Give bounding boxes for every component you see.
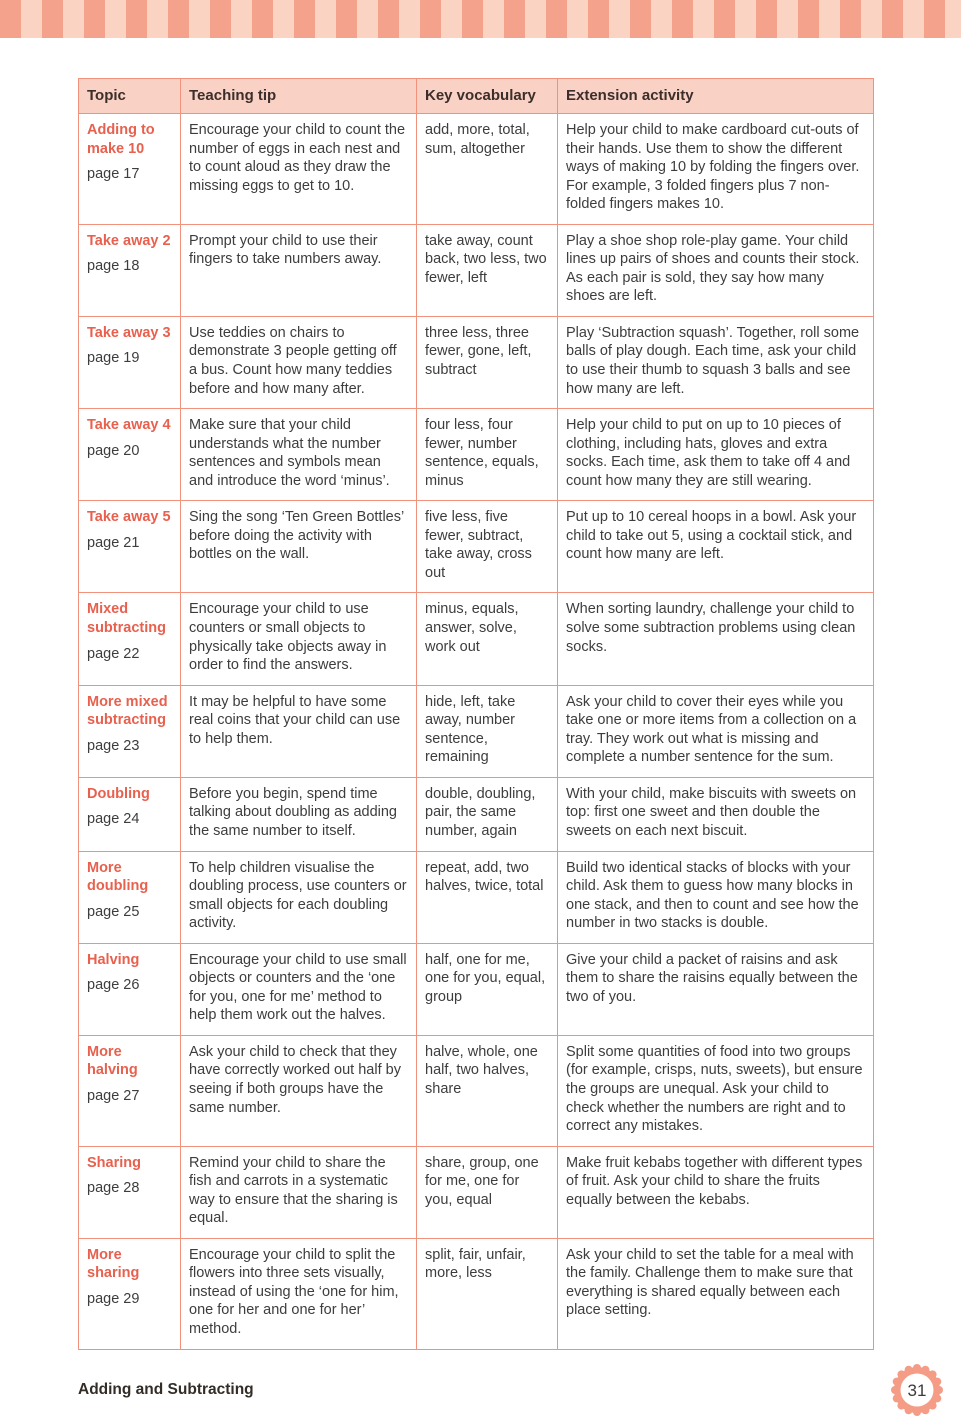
key-vocabulary-cell: take away, count back, two less, two fewer, left [417, 224, 558, 316]
topic-name: More doubling [87, 859, 149, 895]
topic-name: Adding to make 10 [87, 122, 155, 157]
topic-name: More halving [87, 1043, 138, 1079]
key-vocabulary-cell: three less, three fewer, gone, left, subtract [417, 316, 558, 408]
table-row [79, 114, 874, 225]
extension-activity-cell: Make fruit kebabs together with different types of fruit. Ask your child to share the fruits equally between the kebabs. [558, 1146, 874, 1238]
teaching-tip-cell: Ask your child to check that they have correctly worked out half by seeing if both groups have the same number. [181, 1035, 417, 1146]
topic-name: More mixed subtracting [87, 693, 168, 729]
column-header-key-vocabulary: Key vocabulary [417, 79, 558, 114]
extension-activity-cell: Split some quantities of food into two groups (for example, crisps, nuts, sweets), but ensure the groups are unequal. Ask your child to check whether the numbers are right and to correct any mistakes. [558, 1035, 874, 1146]
topic-cell [79, 1035, 181, 1146]
teaching-tip-cell: Encourage your child to split the flowers into three sets visually, instead of using the ‘one for him, one for her and one for her’ method. [181, 1238, 417, 1349]
topic-name: More sharing [87, 1246, 140, 1282]
table-body [79, 114, 874, 1350]
teaching-tip-cell: Remind your child to share the fish and carrots in a systematic way to ensure that the sharing is equal. [181, 1146, 417, 1238]
key-vocabulary-cell: hide, left, take away, number sentence, remaining [417, 685, 558, 777]
table-row [79, 1146, 874, 1238]
table-row [79, 685, 874, 777]
key-vocabulary-cell: halve, whole, one half, two halves, share [417, 1035, 558, 1146]
topic-name: Take away 4 [87, 417, 171, 434]
extension-activity-cell: Put up to 10 cereal hoops in a bowl. Ask your child to take out 5, using a cocktail stick, and count how many are left. [558, 501, 874, 593]
footer [0, 1362, 961, 1418]
teaching-tip-cell: Before you begin, spend time talking about doubling as adding the same number to itself. [181, 777, 417, 851]
topic-cell [79, 685, 181, 777]
extension-activity-cell: Ask your child to cover their eyes while you take one or more items from a collection on a tray. They work out what is missing and complete a number sentence for the sum. [558, 685, 874, 777]
topic-page-reference: page 27 [87, 1087, 140, 1104]
topic-cell [79, 1146, 181, 1238]
teaching-tip-cell: Sing the song ‘Ten Green Bottles’ before doing the activity with bottles on the wall. [181, 501, 417, 593]
table-header-row [79, 79, 874, 114]
key-vocabulary-cell: repeat, add, two halves, twice, total [417, 851, 558, 943]
topic-name: Doubling [87, 785, 150, 802]
topic-page-reference: page 21 [87, 534, 140, 551]
extension-activity-cell: Play a shoe shop role-play game. Your child lines up pairs of shoes and counts their stock. As each pair is sold, they say how many shoes are left. [558, 224, 874, 316]
table-row [79, 316, 874, 408]
table-row [79, 593, 874, 685]
section-title: Adding and Subtracting [78, 1380, 254, 1398]
topic-page-reference: page 19 [87, 350, 140, 367]
topic-page-reference: page 20 [87, 442, 140, 459]
topic-cell [79, 1238, 181, 1349]
page-number: 31 [907, 1380, 927, 1400]
teaching-tip-cell: It may be helpful to have some real coins that your child can use to help them. [181, 685, 417, 777]
extension-activity-cell: When sorting laundry, challenge your child to solve some subtraction problems using clean socks. [558, 593, 874, 685]
extension-activity-cell: Help your child to put on up to 10 pieces of clothing, including hats, gloves and extra socks. Each time, ask them to take off 4 and count how many they are still wearing. [558, 409, 874, 501]
topic-page-reference: page 24 [87, 811, 140, 828]
topic-page-reference: page 29 [87, 1290, 140, 1307]
extension-activity-cell: Play ‘Subtraction squash’. Together, roll some balls of play dough. Each time, ask your child to use their thumb to squash 3 balls and see how many are left. [558, 316, 874, 408]
key-vocabulary-cell: four less, four fewer, number sentence, equals, minus [417, 409, 558, 501]
topic-name: Halving [87, 951, 140, 968]
topic-page-reference: page 23 [87, 737, 140, 754]
topics-table [78, 78, 874, 1350]
teaching-tip-cell: Use teddies on chairs to demonstrate 3 people getting off a bus. Count how many teddies before and how many after. [181, 316, 417, 408]
column-header-teaching-tip: Teaching tip [181, 79, 417, 114]
topic-cell [79, 501, 181, 593]
extension-activity-cell: Help your child to make cardboard cut-outs of their hands. Use them to show the different ways of making 10 by folding the fingers over. For example, 3 folded fingers plus 7 non-folded fingers makes 10. [558, 114, 874, 225]
extension-activity-cell: Build two identical stacks of blocks with your child. Ask them to guess how many blocks in one stack, and then to count and see how the number in two stacks is double. [558, 851, 874, 943]
key-vocabulary-cell: double, doubling, pair, the same number, again [417, 777, 558, 851]
table-row [79, 1238, 874, 1349]
table-row [79, 224, 874, 316]
teaching-tip-cell: To help children visualise the doubling process, use counters or small objects for each doubling activity. [181, 851, 417, 943]
column-header-extension-activity: Extension activity [558, 79, 874, 114]
page-content [0, 38, 961, 1350]
topic-page-reference: page 25 [87, 903, 140, 920]
page-number-badge [889, 1362, 945, 1418]
table-row [79, 501, 874, 593]
table-row [79, 851, 874, 943]
key-vocabulary-cell: five less, five fewer, subtract, take away, cross out [417, 501, 558, 593]
extension-activity-cell: Give your child a packet of raisins and ask them to share the raisins equally between the two of you. [558, 943, 874, 1035]
key-vocabulary-cell: half, one for me, one for you, equal, group [417, 943, 558, 1035]
teaching-tip-cell: Encourage your child to use counters or small objects to physically take objects away in order to find the answers. [181, 593, 417, 685]
topic-cell [79, 409, 181, 501]
topic-page-reference: page 17 [87, 166, 140, 183]
topic-cell [79, 114, 181, 225]
key-vocabulary-cell: share, group, one for me, one for you, equal [417, 1146, 558, 1238]
topic-name: Take away 2 [87, 232, 171, 249]
table-row [79, 777, 874, 851]
topic-cell [79, 316, 181, 408]
teaching-tip-cell: Make sure that your child understands what the number sentences and symbols mean and introduce the word ‘minus’. [181, 409, 417, 501]
topic-page-reference: page 22 [87, 645, 140, 662]
key-vocabulary-cell: split, fair, unfair, more, less [417, 1238, 558, 1349]
topic-cell [79, 224, 181, 316]
topic-name: Take away 3 [87, 324, 171, 341]
key-vocabulary-cell: minus, equals, answer, solve, work out [417, 593, 558, 685]
topic-page-reference: page 26 [87, 977, 140, 994]
extension-activity-cell: With your child, make biscuits with sweets on top: first one sweet and then double the sweets on each next biscuit. [558, 777, 874, 851]
table-row [79, 409, 874, 501]
topic-cell [79, 777, 181, 851]
striped-banner [0, 0, 961, 38]
teaching-tip-cell: Encourage your child to use small objects or counters and the ‘one for you, one for me’ method to help them work out the halves. [181, 943, 417, 1035]
key-vocabulary-cell: add, more, total, sum, altogether [417, 114, 558, 225]
extension-activity-cell: Ask your child to set the table for a meal with the family. Challenge them to make sure that everything is shared equally between each place setting. [558, 1238, 874, 1349]
topic-cell [79, 851, 181, 943]
topic-name: Mixed subtracting [87, 601, 166, 637]
teaching-tip-cell: Prompt your child to use their fingers to take numbers away. [181, 224, 417, 316]
column-header-topic: Topic [79, 79, 181, 114]
topic-cell [79, 943, 181, 1035]
topic-page-reference: page 18 [87, 258, 140, 275]
topic-name: Take away 5 [87, 509, 171, 526]
topic-name: Sharing [87, 1154, 141, 1171]
table-row [79, 943, 874, 1035]
teaching-tip-cell: Encourage your child to count the number of eggs in each nest and to count aloud as they draw the missing eggs to get to 10. [181, 114, 417, 225]
table-row [79, 1035, 874, 1146]
topic-cell [79, 593, 181, 685]
topic-page-reference: page 28 [87, 1180, 140, 1197]
